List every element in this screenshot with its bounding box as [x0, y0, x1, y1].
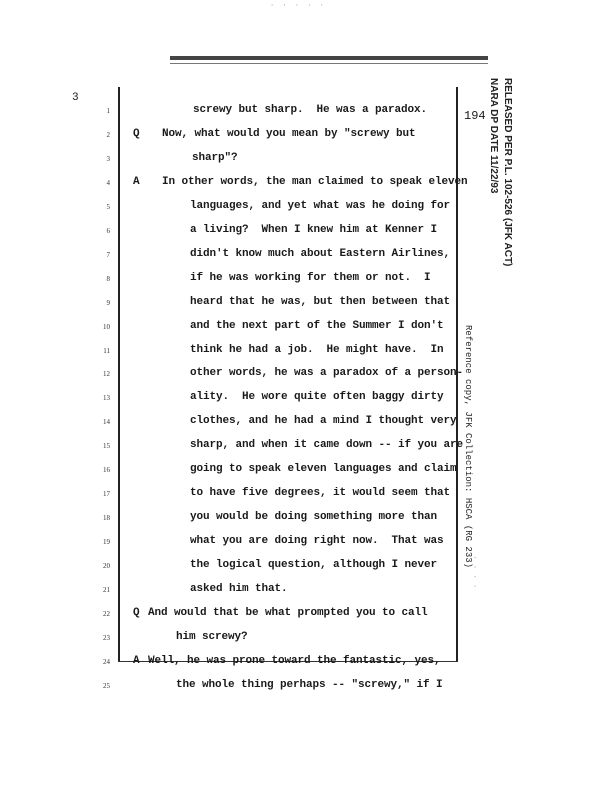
transcript-line: Well, he was prone toward the fantastic, yes, [148, 654, 441, 667]
release-stamp-line1: RELEASED PER P.L. 102-526 (JFK ACT) [502, 78, 513, 267]
transcript-line: heard that he was, but then between that [190, 295, 451, 308]
line-number: 15 [103, 442, 110, 451]
line-number: 4 [106, 178, 110, 187]
release-stamp [486, 78, 514, 266]
line-number: 21 [103, 586, 110, 594]
margin-marks: · · · · [470, 555, 479, 589]
transcript-line: ality. He wore quite often baggy dirty [190, 391, 444, 404]
transcript-line: Now, what would you mean by "screwy but [162, 127, 416, 140]
transcript-line: him screwy? [176, 630, 248, 643]
line-number: 2 [106, 130, 110, 139]
transcript-line: and the next part of the Summer I don't [190, 319, 444, 332]
transcript-line: screwy but sharp. He was a paradox. [193, 104, 428, 116]
line-number: 14 [103, 418, 110, 427]
line-number: 1 [106, 107, 110, 115]
line-number: 17 [103, 490, 110, 499]
line-number: 6 [106, 226, 110, 235]
line-number: 22 [103, 609, 110, 618]
transcript-line: you would be doing something more than [190, 511, 438, 524]
transcript-line: asked him that. [190, 583, 288, 595]
transcript-line: if he was working for them or not. I [190, 271, 431, 284]
line-number: 9 [106, 298, 110, 307]
line-number: 3 [106, 154, 110, 163]
line-number: 20 [103, 562, 110, 571]
transcript-line: what you are doing right now. That was [190, 535, 444, 548]
transcript-line: sharp, and when it came down -- if you are [190, 439, 464, 452]
top-rule-thin [170, 63, 488, 64]
line-number: 10 [103, 322, 110, 331]
transcript-line: going to speak eleven languages and claim [190, 463, 457, 476]
scan-specks: · · · · · [270, 2, 326, 10]
transcript-line: In other words, the man claimed to speak eleven [162, 175, 468, 188]
line-number: 13 [103, 394, 110, 403]
transcript-line: a living? When I knew him at Kenner I [190, 223, 438, 236]
transcript-line: clothes, and he had a mind I thought very [190, 415, 457, 428]
transcript-line: languages, and yet what was he doing for [190, 199, 451, 212]
transcript-line: think he had a job. He might have. In [190, 343, 444, 356]
line-number: 25 [103, 681, 110, 690]
line-number: 18 [103, 514, 110, 523]
line-number: 24 [103, 657, 110, 666]
line-number: 11 [103, 346, 110, 355]
speaker-label: Q [133, 606, 140, 619]
transcript-line: didn't know much about Eastern Airlines, [190, 247, 451, 260]
line-number: 19 [103, 538, 110, 547]
line-number: 16 [103, 466, 110, 475]
transcript-line: other words, he was a paradox of a person- [190, 367, 464, 380]
speaker-label: Q [133, 127, 140, 140]
reference-copy-note: Reference copy, JFK Collection: HSCA (RG 233) [463, 325, 473, 569]
line-number: 7 [106, 250, 110, 259]
release-stamp-line2: NARA DP DATE 11/22/93 [488, 78, 499, 194]
top-rule [170, 56, 488, 60]
page-number: 194 [464, 109, 486, 123]
transcript-line: And would that be what prompted you to call [148, 606, 428, 619]
line-number: 12 [103, 370, 110, 379]
speaker-label: A [133, 175, 140, 188]
transcript-line: sharp"? [192, 151, 238, 164]
transcript-line: the logical question, although I never [190, 559, 438, 572]
corner-number: 3 [72, 92, 79, 104]
transcript-line: to have five degrees, it would seem that [190, 487, 451, 500]
line-number: 23 [103, 633, 110, 642]
line-number: 8 [106, 274, 110, 283]
line-number: 5 [106, 202, 110, 211]
transcript-line: the whole thing perhaps -- "screwy," if I [176, 678, 443, 691]
speaker-label: A [133, 654, 140, 667]
